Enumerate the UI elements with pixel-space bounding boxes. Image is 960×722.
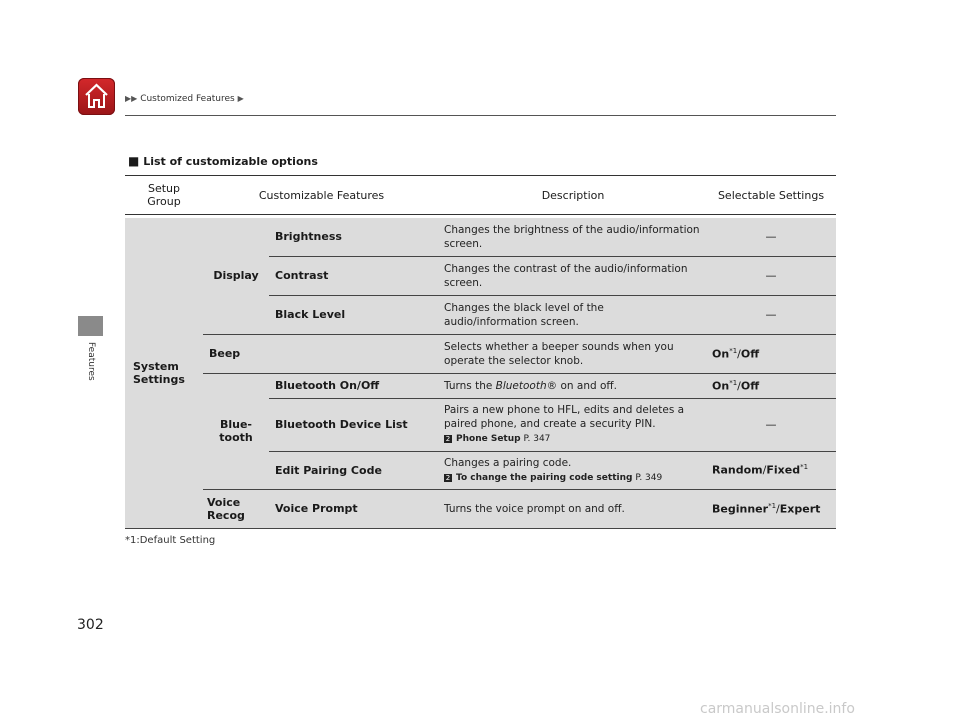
sel-pairing-footnote: *1 — [800, 463, 809, 472]
table-row — [125, 218, 836, 256]
header-setup-group — [125, 176, 203, 215]
page-number: 302 — [77, 617, 104, 633]
desc-edit-pairing-code — [440, 451, 706, 489]
sel-voice-prompt — [706, 489, 836, 528]
group-line2: Settings — [133, 372, 185, 386]
desc-voice-prompt: Turns the voice prompt on and off. — [440, 489, 706, 528]
breadcrumb-arrows: ▶▶ — [125, 94, 138, 103]
desc-black-level: Changes the black level of the audio/information screen. — [440, 295, 706, 334]
sel-contrast: — — [706, 256, 836, 295]
desc-bt-post: on and off. — [557, 379, 617, 392]
sel-expert: Expert — [779, 502, 821, 516]
table-row — [125, 489, 836, 528]
sel-pairing-sep: / — [762, 463, 767, 477]
sel-beep-on: On — [712, 347, 730, 361]
header-setup-line1: Setup — [147, 182, 181, 195]
sel-random: Random — [712, 463, 763, 477]
sel-beginner: Beginner — [712, 502, 769, 516]
bluetooth-line1: Blue- — [219, 418, 252, 431]
group-system-settings — [125, 218, 203, 528]
table-header-row — [125, 176, 836, 215]
ref-page: P. 349 — [635, 472, 663, 483]
group-line1: System — [133, 359, 179, 373]
desc-beep: Selects whether a beeper sounds when you operate the selector knob. — [440, 334, 706, 373]
desc-bluetooth-device-list — [440, 398, 706, 451]
section-marker-icon: ■ — [128, 154, 140, 168]
sel-voice-footnote: *1 — [768, 501, 777, 510]
header-features: Customizable Features — [203, 176, 440, 215]
voice-line2: Recog — [207, 508, 245, 522]
desc-bt-pre: Turns the — [444, 379, 496, 392]
side-tab-marker[interactable] — [78, 316, 103, 336]
feature-brightness: Brightness — [269, 218, 440, 256]
sel-bt-on: On — [712, 379, 730, 393]
subgroup-display: Display — [203, 218, 269, 334]
sel-beep-footnote: *1 — [729, 346, 738, 355]
sel-voice-sep: / — [776, 502, 780, 516]
sel-brightness: — — [706, 218, 836, 256]
header-divider — [125, 115, 836, 116]
desc-brightness: Changes the brightness of the audio/information screen. — [440, 218, 706, 256]
feature-voice-prompt: Voice Prompt — [269, 489, 440, 528]
reference-arrow-icon: 2 — [445, 473, 451, 482]
sel-beep-sep: / — [737, 347, 741, 361]
sel-bt-sep: / — [737, 379, 741, 393]
ref-page: P. 347 — [523, 434, 551, 444]
sel-bt-footnote: *1 — [729, 378, 738, 387]
sel-edit-pairing-code — [706, 451, 836, 489]
feature-contrast: Contrast — [269, 256, 440, 295]
ref-title: Phone Setup — [456, 434, 521, 444]
desc-bt-reg: ® — [546, 379, 558, 392]
subgroup-bluetooth — [203, 373, 269, 489]
desc-pairing-text: Changes a pairing code. — [444, 456, 572, 469]
header-selectable: Selectable Settings — [706, 176, 836, 215]
sel-beep — [706, 334, 836, 373]
watermark: carmanualsonline.info — [700, 701, 855, 717]
breadcrumb-link[interactable]: Customized Features — [140, 94, 235, 104]
bluetooth-line2: tooth — [219, 431, 253, 444]
sel-bluetooth-onoff — [706, 373, 836, 398]
home-icon[interactable] — [78, 78, 115, 115]
table-row — [125, 373, 836, 398]
sel-bluetooth-device-list: — — [706, 398, 836, 451]
header-description: Description — [440, 176, 706, 215]
header-setup-line2: Group — [147, 195, 181, 208]
desc-device-list-text: Pairs a new phone to HFL, edits and deletes a paired phone, and create a security PIN. — [444, 404, 685, 430]
desc-bt-italic: Bluetooth — [495, 379, 547, 392]
footnote: *1:Default Setting — [125, 535, 216, 546]
sel-beep-off: Off — [740, 347, 760, 361]
feature-edit-pairing-code: Edit Pairing Code — [269, 451, 440, 489]
voice-line1: Voice — [207, 495, 241, 509]
desc-contrast: Changes the contrast of the audio/information screen. — [440, 256, 706, 295]
breadcrumb — [125, 94, 244, 104]
sel-black-level: — — [706, 295, 836, 334]
cross-reference[interactable] — [444, 471, 700, 485]
desc-bluetooth-onoff — [440, 373, 706, 398]
ref-title: To change the pairing code setting — [456, 472, 633, 483]
cross-reference[interactable] — [444, 432, 700, 446]
sel-bt-off: Off — [740, 379, 760, 393]
sel-fixed: Fixed — [766, 463, 801, 477]
side-tab-label: Features — [86, 342, 96, 381]
feature-bluetooth-device-list: Bluetooth Device List — [269, 398, 440, 451]
feature-black-level: Black Level — [269, 295, 440, 334]
feature-beep: Beep — [203, 334, 440, 373]
section-title — [128, 154, 318, 168]
feature-bluetooth-onoff: Bluetooth On/Off — [269, 373, 440, 398]
breadcrumb-end-arrow: ▶ — [237, 94, 244, 103]
reference-arrow-icon: 2 — [445, 435, 451, 443]
options-table — [125, 175, 836, 529]
table-row — [125, 334, 836, 373]
section-title-text: List of customizable options — [143, 155, 318, 168]
subgroup-voice-recog — [203, 489, 269, 528]
